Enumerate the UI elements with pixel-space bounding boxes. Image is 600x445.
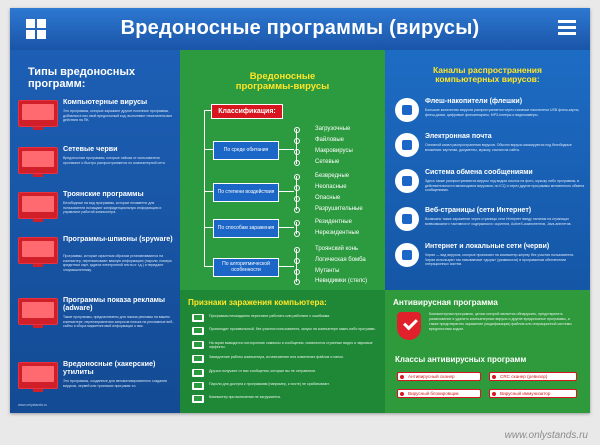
virus-monitor-icon xyxy=(18,100,58,127)
malware-type-desc: Программы, которые скрытным образом устанавливаются на компьютер, перехватывают важную информацию (пароли, номера кредитных карт, адреса электронной почты и т.д.) и передают злоумышленнику. xyxy=(63,254,172,273)
infection-signs-title: Признаки заражения компьютера: xyxy=(188,298,327,307)
channel-item xyxy=(395,243,585,283)
malware-type-name: Программы-шпионы (spyware) xyxy=(63,234,173,243)
leaf-bullet xyxy=(294,196,300,202)
sign-text: Друзья получают от вас сообщения, которые вы не отправляли. xyxy=(209,369,317,373)
adware-monitor-icon xyxy=(18,298,58,325)
tree-branch-line xyxy=(296,176,297,210)
email-envelope-icon xyxy=(395,133,419,157)
leaf-label: Нерезидентные xyxy=(315,230,360,236)
sign-text: Пароли для доступа к программам (например, к почте) не срабатывают. xyxy=(209,382,330,386)
sign-item xyxy=(192,369,380,381)
malware-type-name: Программы показа рекламы (adware) xyxy=(63,295,166,312)
menu-icon[interactable] xyxy=(558,20,576,36)
malware-types-title-line2: программ: xyxy=(28,78,86,91)
leaf-bullet xyxy=(294,160,300,166)
network-nodes-icon xyxy=(395,243,419,267)
channel-name: Электронная почта xyxy=(425,133,492,140)
class-blocker: Вирусный блокировщик xyxy=(397,389,481,398)
antivirus-panel xyxy=(385,290,590,413)
classification-title xyxy=(190,72,375,93)
skype-icon xyxy=(395,169,419,193)
malware-type-name: Компьютерные вирусы xyxy=(63,97,148,106)
monitor-icon xyxy=(192,395,204,403)
channel-item xyxy=(395,98,585,138)
monitor-icon xyxy=(192,369,204,377)
leaf-bullet xyxy=(294,149,300,155)
sign-item xyxy=(192,341,380,353)
leaf-label: Файловые xyxy=(315,137,344,143)
leaf-label: Резидентные xyxy=(315,219,352,225)
globe-www-icon xyxy=(395,207,419,231)
monitor-icon xyxy=(192,327,204,335)
sign-text: На экран выводятся посторонние символы и сообщения, появляются странные видео и звуковые эффекты. xyxy=(209,341,373,350)
leaf-bullet xyxy=(294,174,300,180)
classification-title-line1: Вредоносные xyxy=(249,71,316,82)
trojan-monitor-icon xyxy=(18,192,58,219)
channels-title-line2: компьютерных вирусов: xyxy=(435,74,540,85)
sign-text: Замедление работы компьютера, исчезновение или изменение файлов и папок. xyxy=(209,355,344,359)
infection-signs-panel xyxy=(180,290,385,413)
leaf-label: Опасные xyxy=(315,195,341,201)
channel-name: Интернет и локальные сети (черви) xyxy=(425,243,550,250)
malware-type-desc: Вредоносные программы, которые тайком от пользователя проникают и быстро распространяются по компьютерной сети. xyxy=(63,156,166,165)
tree-trunk-line xyxy=(204,110,205,266)
antivirus-classes-title: Классы антивирусных программ xyxy=(395,355,527,364)
sign-item xyxy=(192,327,380,339)
class-crc-scanner: CRC сканер (ревизор) xyxy=(489,372,577,381)
leaf-label: Сетевые xyxy=(315,159,340,165)
malware-type-name: Троянские программы xyxy=(63,189,144,198)
page-title: Вредоносные программы (вирусы) xyxy=(120,17,480,39)
leaf-bullet xyxy=(294,127,300,133)
watermark-text: www.onlystands.ru xyxy=(504,430,588,441)
leaf-label: Мутанты xyxy=(315,268,340,274)
channel-name: Система обмена сообщениями xyxy=(425,169,533,176)
leaf-label: Безвредные xyxy=(315,173,350,179)
leaf-label: Невидимки (стелс) xyxy=(315,278,368,284)
group-infection: По способам заражения xyxy=(213,219,279,238)
leaf-label: Макровирусы xyxy=(315,148,353,154)
classification-panel xyxy=(180,50,385,290)
sign-item xyxy=(192,382,380,394)
tree-connector xyxy=(278,227,294,228)
channel-desc: Возможно также заражение через страницы сети Интернет ввиду наличия на страницах всевозможного «активного» содержимого: скриптов, ActiveX-компонентов, Java-апплетов. xyxy=(425,217,572,226)
group-impact: По степени воздействия xyxy=(213,183,279,202)
group-algorithm: По алгоритмической особенности xyxy=(213,258,279,277)
malware-type-desc: Такие программы, предназначены для показа рекламы на вашем компьютере, перенаправления запросов поиска на рекламные веб-сайты и сбора маркетинговой информации о вас. xyxy=(63,315,174,329)
tree-branch-line xyxy=(296,129,297,164)
malware-type-item xyxy=(18,235,176,289)
usb-flash-icon xyxy=(395,98,419,122)
channel-item xyxy=(395,207,585,247)
site-footer-text: www.onlystands.ru xyxy=(18,403,48,407)
classification-label: Классификация: xyxy=(211,104,283,119)
leaf-label: Троянский конь xyxy=(315,246,359,252)
monitor-icon xyxy=(192,355,204,363)
leaf-bullet xyxy=(294,207,300,213)
shield-check-icon xyxy=(397,312,421,340)
spyware-monitor-icon xyxy=(18,237,58,264)
malware-types-panel xyxy=(10,50,180,413)
sign-item xyxy=(192,395,380,407)
distribution-channels-panel xyxy=(385,50,590,290)
leaf-bullet xyxy=(294,220,300,226)
sign-text: Происходит произвольный, без участия пользователя, запуск на компьютере каких-либо программ. xyxy=(209,327,376,331)
monitor-icon xyxy=(192,382,204,390)
antivirus-desc: Компьютерная программа, целью которой является обнаружить, предотвратить размножение и удалить компьютерные вирусы и другие вредоносные программы, а также предотвратить заражение (модификацию) файлов или операционной системы вредоносным кодом. xyxy=(429,312,572,331)
header-bar xyxy=(10,8,590,50)
channels-title-line1: Каналы распространения xyxy=(433,65,542,75)
malware-types-title xyxy=(28,66,168,90)
sign-item xyxy=(192,355,380,367)
classification-title-line2: программы-вирусы xyxy=(235,81,330,93)
channel-desc: Основной канал распространения вирусов. Обычно вирусы маскируются под безобидные вложения: картинки, документы, музыку, ссылки на сайты. xyxy=(425,143,572,152)
class-scanner: Антивирусный сканер xyxy=(397,372,481,381)
sign-text: Программы неожиданно перестают работать или работают с ошибками. xyxy=(209,314,331,318)
tree-connector xyxy=(278,149,294,150)
monitor-icon xyxy=(192,341,204,349)
poster xyxy=(10,8,590,413)
tree-connector xyxy=(204,191,213,192)
channel-name: Веб-страницы (сети Интернет) xyxy=(425,207,532,214)
leaf-bullet xyxy=(294,258,300,264)
leaf-bullet xyxy=(294,138,300,144)
leaf-bullet xyxy=(294,269,300,275)
monitor-icon xyxy=(192,314,204,322)
tree-branch-line xyxy=(296,249,297,282)
leaf-bullet xyxy=(294,231,300,237)
leaf-label: Загрузочные xyxy=(315,126,351,132)
malware-type-name: Сетевые черви xyxy=(63,144,118,153)
channels-title xyxy=(395,66,580,85)
malware-type-item xyxy=(18,296,176,350)
tree-connector xyxy=(204,266,213,267)
channel-item xyxy=(395,133,585,173)
tree-connector xyxy=(204,149,213,150)
leaf-bullet xyxy=(294,247,300,253)
leaf-label: Логическая бомба xyxy=(315,257,366,263)
channel-desc: Черви — вид вирусов, которые проникают на компьютер-жертву без участия пользователя. Черви используют так называемые «дыры» (уязвимости) в программном обеспечении операционных систем. xyxy=(425,253,575,267)
tree-connector xyxy=(278,191,294,192)
malware-type-desc: Это программы, созданные для автоматизированного создания вирусов, червей или троянских программ т.п. xyxy=(63,379,167,388)
antivirus-title: Антивирусная программа xyxy=(393,298,498,307)
malware-type-name: Вредоносные (хакерские) утилиты xyxy=(63,359,156,376)
tree-connector xyxy=(278,266,294,267)
worm-monitor-icon xyxy=(18,147,58,174)
hacker-tools-monitor-icon xyxy=(18,362,58,389)
malware-type-desc: Это программы, которые заражают другие полезные программы, добавляя в них свой вредоносный код, выполняют нежелательные действия на ПК. xyxy=(63,109,173,123)
channel-name: Флеш-накопители (флешки) xyxy=(425,98,523,105)
leaf-label: Неопасные xyxy=(315,184,347,190)
leaf-bullet xyxy=(294,185,300,191)
class-immunizer: Вирусный иммунизатор xyxy=(489,389,577,398)
channel-desc: Большое количество вирусов распространяется через съемные накопители USB флеш-карты, флеш-диски, цифровые фотоаппараты, MP3-плееры и видеокамеры. xyxy=(425,108,580,117)
leaf-label: Разрушительные xyxy=(315,206,363,212)
channel-desc: Здесь также распространяются вирусы под видом ссылок на фото, музыку либо программы, в действительности являющиеся вирусами, по ICQ и через другие программы мгновенного обмена сообщениями. xyxy=(425,179,585,193)
leaf-bullet xyxy=(294,279,300,285)
channel-item xyxy=(395,169,585,209)
tree-connector xyxy=(204,110,212,111)
malware-types-title-line1: Типы вредоносных xyxy=(28,66,135,78)
malware-type-desc: Безобидные на вид программы, которые незаметно для пользователя похищают конфиденциальную информацию и управляют работой компьютера. xyxy=(63,201,162,215)
tree-connector xyxy=(204,227,213,228)
sign-text: Компьютер при включении не загружается. xyxy=(209,395,282,399)
sign-item xyxy=(192,314,380,326)
group-habitat: По среде обитания xyxy=(213,141,279,160)
